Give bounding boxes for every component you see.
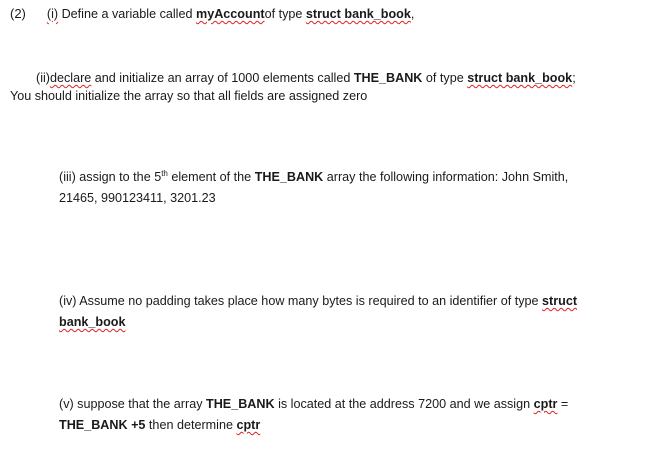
pointer-name: cptr	[533, 397, 558, 411]
question-part-i	[10, 6, 414, 22]
question-number: (2)	[10, 6, 26, 21]
question-part-ii-line2	[10, 88, 367, 104]
part-ii-instruction: You should initialize the array so that all fields are assigned zero	[10, 89, 368, 103]
question-part-iii-line2	[59, 190, 216, 206]
pointer-name: cptr	[236, 418, 261, 432]
part-i-text-2: of type	[264, 7, 306, 21]
array-name: THE_BANK	[59, 418, 128, 432]
part-v-eq: =	[557, 397, 569, 411]
part-ii-text: and initialize an array of 1000 elements called	[91, 71, 354, 85]
question-part-iv-line2	[59, 314, 125, 330]
part-i-label: (i)	[46, 7, 59, 21]
part-iii-text: (iii) assign to the 5	[59, 170, 162, 184]
array-name: THE_BANK	[206, 397, 275, 411]
part-iii-text-3: array the following information: John Smith,	[323, 170, 569, 184]
part-v-text-3: then determine	[145, 418, 237, 432]
ordinal-suffix: th	[161, 169, 168, 178]
part-i-text: Define a variable called	[58, 7, 196, 21]
question-part-v	[59, 396, 568, 412]
variable-name: myAccount	[196, 7, 265, 21]
part-iv-text: (iv) Assume no padding takes place how many bytes is required to an identifier of type	[59, 294, 543, 308]
question-part-iv	[59, 293, 577, 309]
part-v-text-2: is located at the address 7200 and we assign	[274, 397, 534, 411]
question-part-iii	[59, 169, 568, 185]
offset-expression: +5	[127, 418, 146, 432]
struct-type-name: struct bank_book	[305, 7, 411, 21]
question-part-v-line2	[59, 417, 260, 433]
struct-keyword: struct	[542, 294, 578, 308]
part-ii-label: (ii)	[36, 71, 50, 85]
array-name: THE_BANK	[254, 170, 324, 184]
part-v-text: (v) suppose that the array	[59, 397, 206, 411]
part-ii-text-2: of type	[422, 71, 468, 85]
part-iii-text-2: element of the	[167, 170, 255, 184]
part-iii-values: 21465, 990123411, 3201.23	[59, 191, 216, 205]
struct-type-name: struct bank_book	[467, 71, 573, 85]
part-i-end: ,	[410, 7, 415, 21]
part-ii-declare: declare	[49, 71, 92, 85]
part-ii-end: ;	[572, 71, 576, 85]
struct-type-name: bank_book	[59, 315, 126, 329]
array-name: THE_BANK	[353, 71, 423, 85]
question-part-ii	[36, 70, 576, 86]
